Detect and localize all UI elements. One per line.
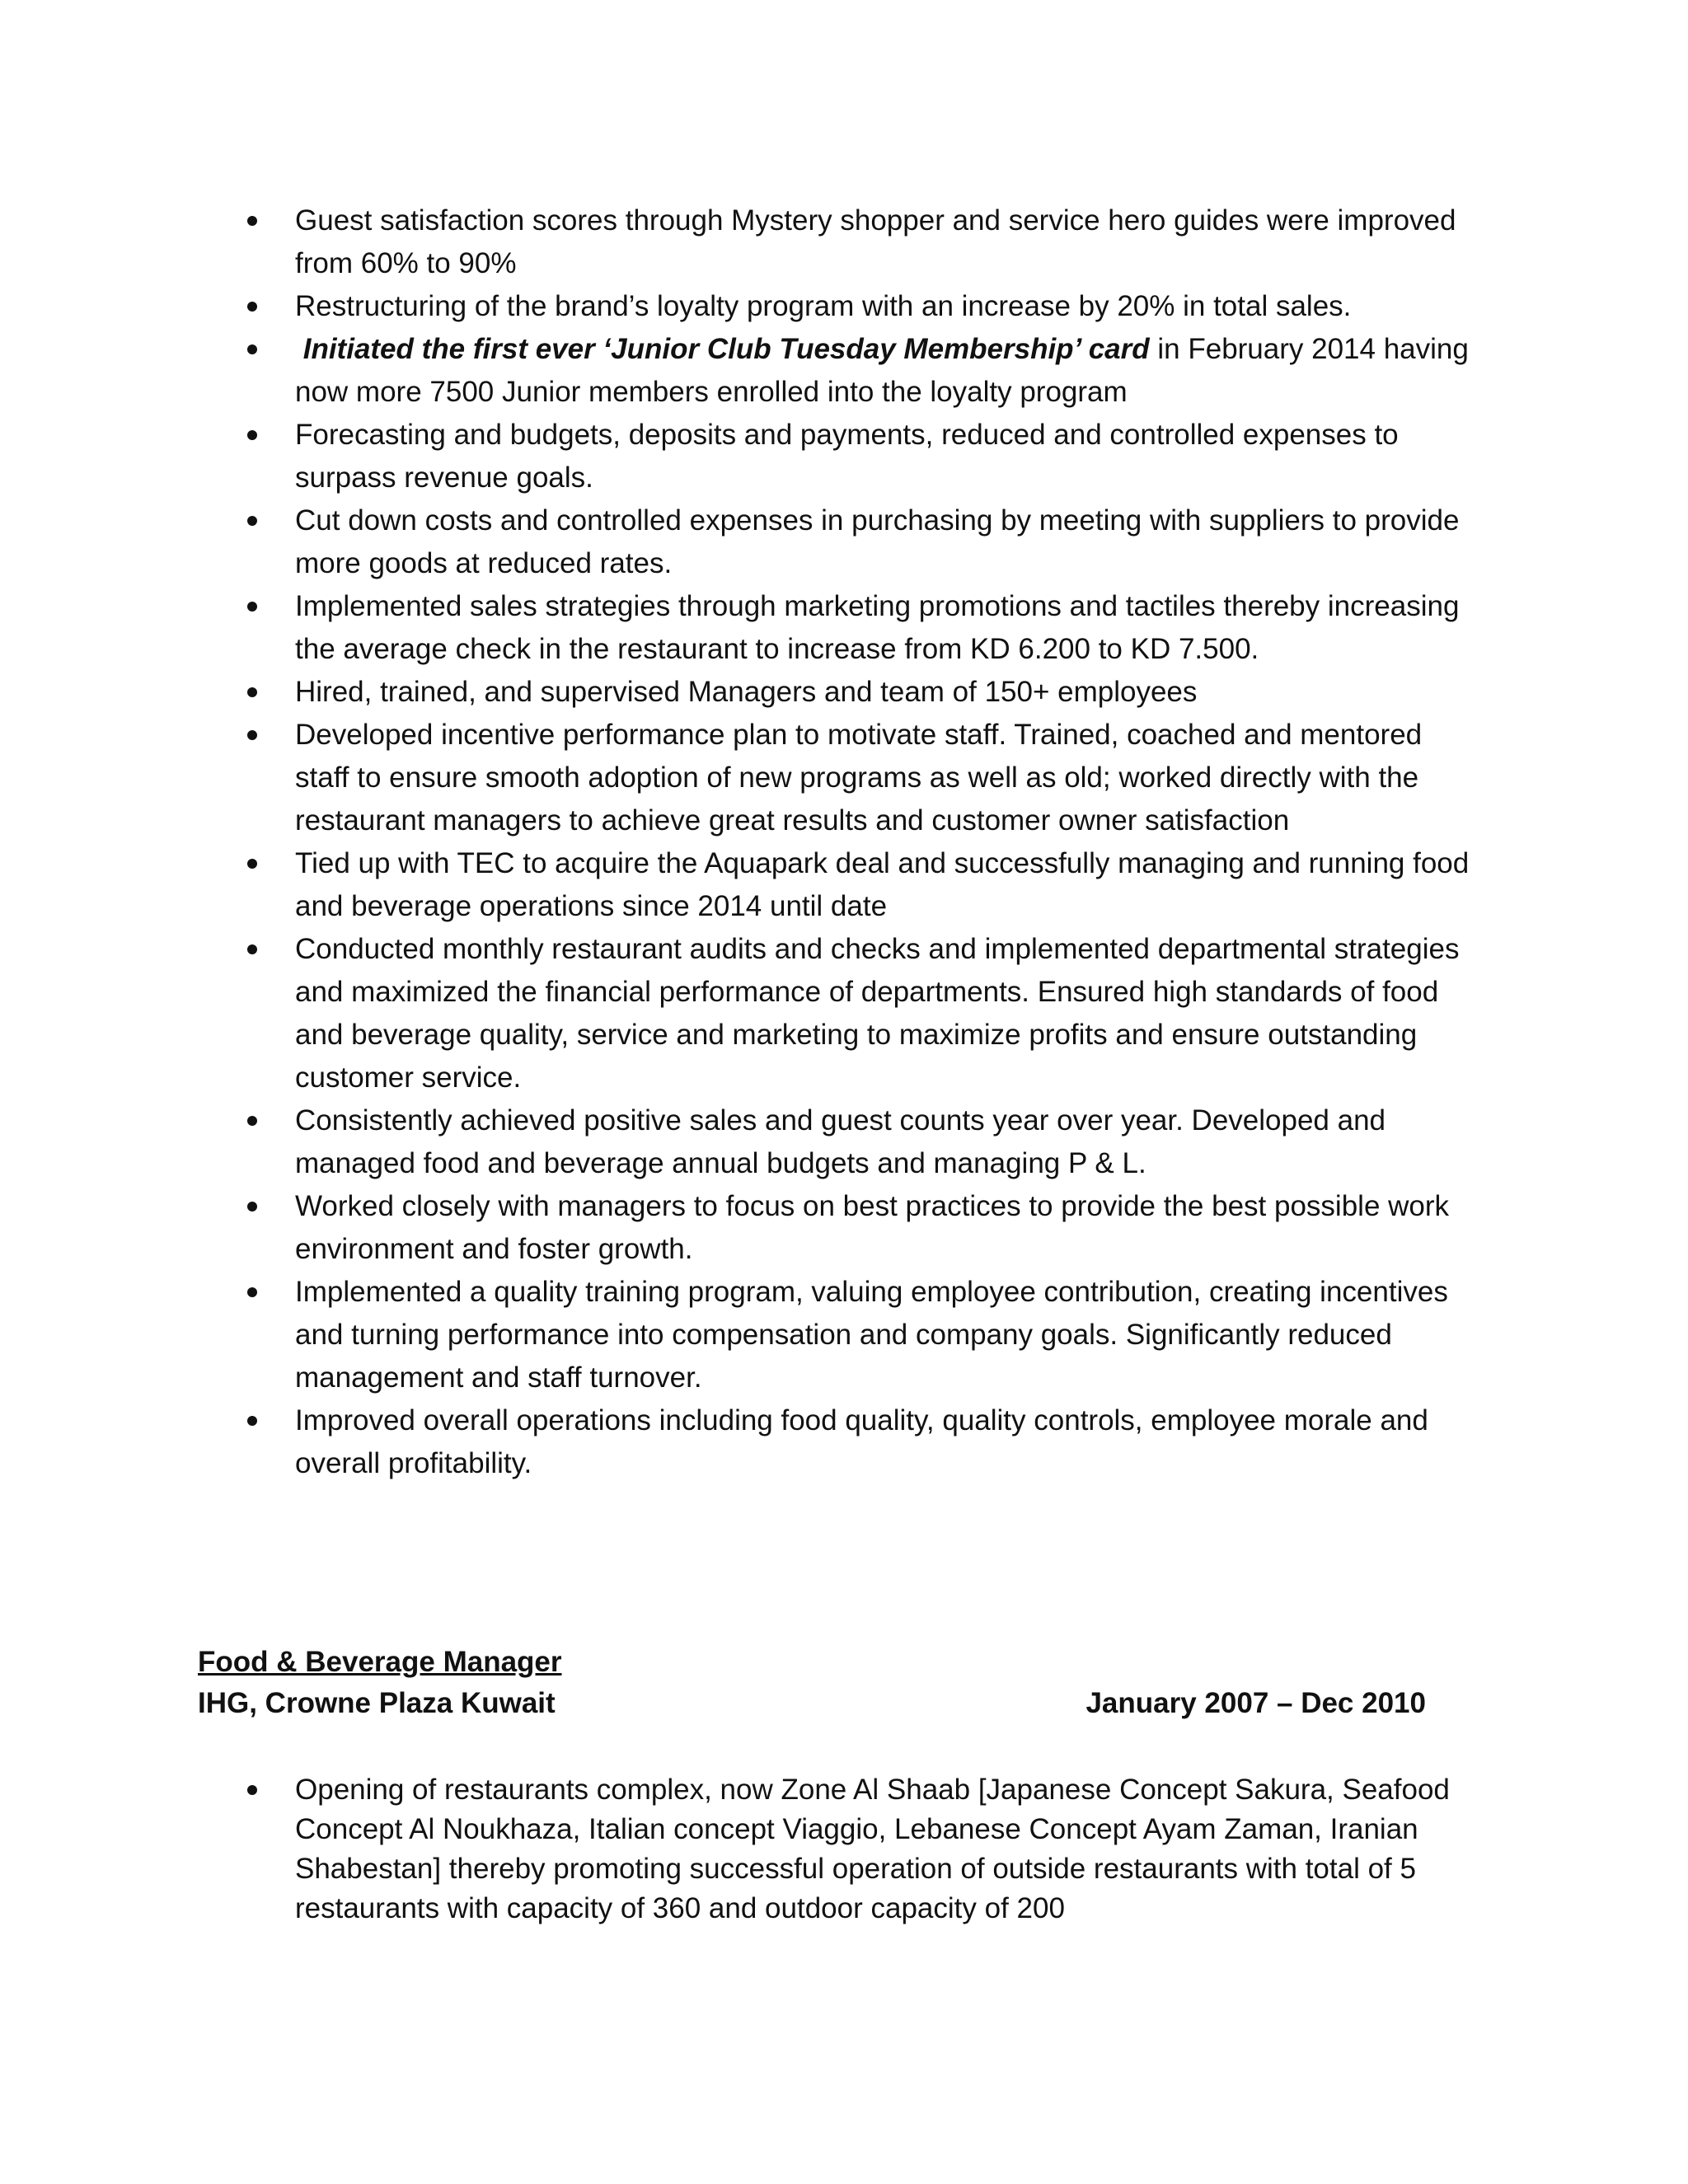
- list-item: [247, 328, 1484, 414]
- bullet-icon: [247, 430, 257, 440]
- list-item-text: Opening of restaurants complex, now Zone Al Shaab [Japanese Concept Sakura, Seafood Concept Al Noukhaza, Italian concept Viaggio, Lebanese Concept Ayam Zaman, Iranian Shabestan] thereby promoting successful operation of outside restaurants with total of 5 restaurants with capacity of 360 and outdoor capacity of 200: [295, 1774, 1450, 1924]
- list-item: [247, 414, 1484, 499]
- list-item-text: Restructuring of the brand’s loyalty program with an increase by 20% in total sales.: [295, 290, 1352, 322]
- bullet-icon: [247, 516, 257, 526]
- bullet-icon: [247, 730, 257, 740]
- bullet-icon: [247, 859, 257, 869]
- list-item-text: Tied up with TEC to acquire the Aquapark deal and successfully managing and running food and beverage operations since 2014 until date: [295, 847, 1470, 922]
- list-item: [247, 1185, 1484, 1271]
- list-item-text: Implemented a quality training program, valuing employee contribution, creating incentives and turning performance into compensation and company goals. Significantly reduced management and staff turnover.: [295, 1276, 1448, 1394]
- list-item-emphasis: Initiated the first ever ‘Junior Club Tuesday Membership’ card: [302, 333, 1150, 365]
- list-item-text: Hired, trained, and supervised Managers and team of 150+ employees: [295, 676, 1198, 708]
- bullet-icon: [247, 1116, 257, 1126]
- list-item-text: Developed incentive performance plan to motivate staff. Trained, coached and mentored staff to ensure smooth adoption of new programs as well as old; worked directly with the restaurant managers to achieve great results and customer owner satisfaction: [295, 719, 1423, 837]
- achievement-list: [247, 199, 1484, 1485]
- list-item: [247, 499, 1484, 585]
- list-item-text: Worked closely with managers to focus on best practices to provide the best possible work environment and foster growth.: [295, 1190, 1450, 1265]
- responsibility-list: [247, 1770, 1484, 1929]
- list-item-text: Cut down costs and controlled expenses in purchasing by meeting with suppliers to provide more goods at reduced rates.: [295, 504, 1460, 579]
- list-item-text: Improved overall operations including food quality, quality controls, employee morale and overall profitability.: [295, 1404, 1428, 1479]
- list-item: [247, 585, 1484, 671]
- list-item-text: Conducted monthly restaurant audits and checks and implemented departmental strategies and maximized the financial performance of departments. Ensured high standards of food and beverage quality, service and marketing to maximize profits and ensure outstanding customer service.: [295, 933, 1460, 1094]
- bullet-icon: [247, 216, 257, 226]
- list-item-text: Consistently achieved positive sales and guest counts year over year. Developed and managed food and beverage annual budgets and managing P & L.: [295, 1104, 1386, 1179]
- list-item: [247, 671, 1484, 714]
- bullet-icon: [247, 602, 257, 612]
- list-item: [247, 199, 1484, 285]
- bullet-icon: [247, 687, 257, 697]
- list-item: [247, 1271, 1484, 1399]
- bullet-icon: [247, 302, 257, 312]
- bullet-icon: [247, 1202, 257, 1212]
- list-item-text: Guest satisfaction scores through Mystery shopper and service hero guides were improved from 60% to 90%: [295, 204, 1456, 279]
- list-item: [247, 1099, 1484, 1185]
- bullet-icon: [247, 1416, 257, 1426]
- list-item-text: in February 2014 having now more 7500 Junior members enrolled into the loyalty program: [295, 333, 1469, 408]
- list-item: [247, 285, 1484, 328]
- bullet-icon: [247, 1785, 257, 1795]
- bullet-icon: [247, 1287, 257, 1297]
- list-item-text: Implemented sales strategies through marketing promotions and tactiles thereby increasing the average check in the restaurant to increase from KD 6.200 to KD 7.500.: [295, 590, 1460, 665]
- list-item: [247, 928, 1484, 1099]
- employer-name: IHG, Crowne Plaza Kuwait: [198, 1687, 556, 1719]
- list-item: [247, 1399, 1484, 1485]
- list-item: [247, 714, 1484, 842]
- list-item-text: Forecasting and budgets, deposits and payments, reduced and controlled expenses to surpass revenue goals.: [295, 419, 1399, 494]
- list-item: [247, 842, 1484, 928]
- job-title: Food & Beverage Manager: [198, 1646, 562, 1678]
- employment-dates: January 2007 – Dec 2010: [1085, 1687, 1426, 1719]
- bullet-icon: [247, 344, 257, 354]
- bullet-icon: [247, 944, 257, 954]
- list-item: [247, 1770, 1484, 1929]
